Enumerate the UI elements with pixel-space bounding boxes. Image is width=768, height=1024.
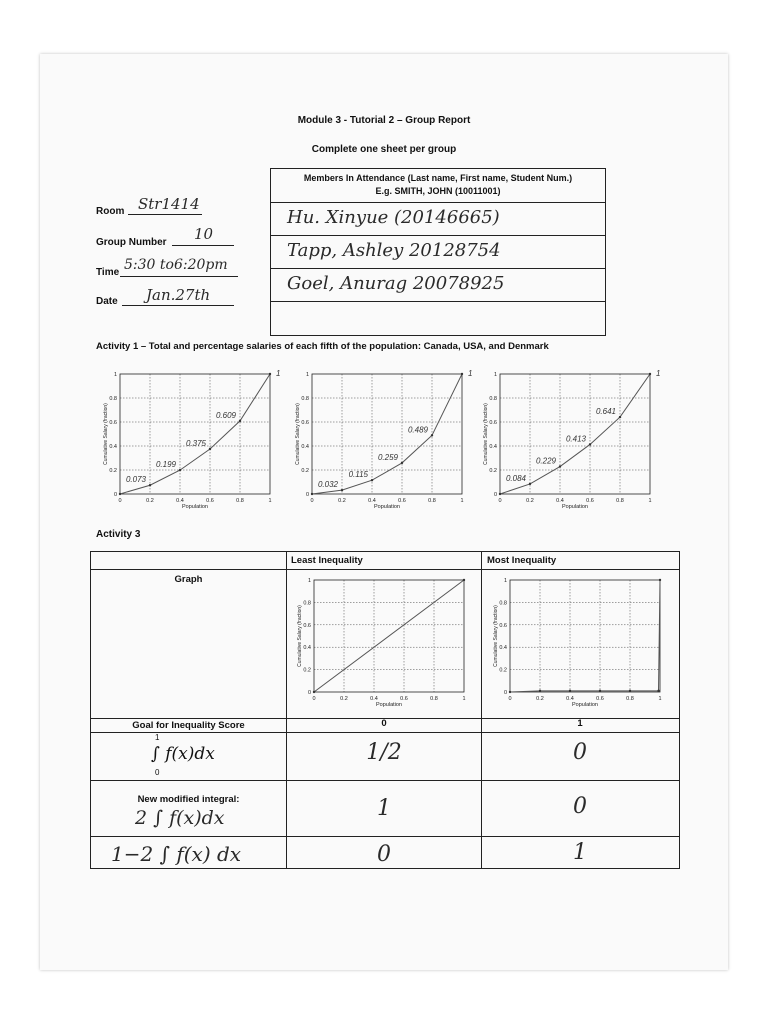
y-axis-label: Cumulative Salary (fraction) xyxy=(103,403,109,465)
data-point xyxy=(431,434,433,436)
x-tick-label: 0.2 xyxy=(526,498,534,504)
y-tick-label: 1 xyxy=(307,578,311,584)
x-tick-label: 0.2 xyxy=(338,498,346,504)
activity1-title: Activity 1 – Total and percentage salaries of each fifth of the population: Canada, USA, and Denmark xyxy=(96,341,549,352)
x-axis-label: Population xyxy=(374,504,400,510)
x-tick-label: 0.2 xyxy=(340,696,348,702)
point-value-label: 0.375 xyxy=(185,439,206,448)
x-tick-label: 0.6 xyxy=(398,498,406,504)
point-value-label: 0.115 xyxy=(348,470,368,480)
final-most-value: 1 xyxy=(573,840,587,865)
data-point xyxy=(239,420,241,422)
data-point xyxy=(371,479,373,481)
data-point xyxy=(401,462,403,464)
x-tick-label: 0 xyxy=(310,498,314,504)
data-point xyxy=(311,493,313,495)
y-tick-label: 1 xyxy=(305,372,309,378)
data-point xyxy=(463,579,465,581)
point-value-label: 0.199 xyxy=(155,460,176,470)
data-point xyxy=(619,416,621,418)
x-axis-label: Population xyxy=(376,702,402,708)
series-line xyxy=(314,580,464,692)
x-tick-label: 0.2 xyxy=(146,498,154,504)
y-tick-label: 0.2 xyxy=(489,468,497,474)
data-point xyxy=(119,493,121,495)
final-expression: 1−2 ∫ f(x) dx xyxy=(111,842,242,866)
y-tick-label: 0.2 xyxy=(109,468,117,474)
y-tick-label: 0 xyxy=(305,492,309,498)
point-value-label: 0.413 xyxy=(565,434,586,444)
date-value: Jan.27th xyxy=(146,286,211,304)
data-point xyxy=(269,373,271,375)
col-header-most: Most Inequality xyxy=(487,555,557,566)
data-point xyxy=(569,690,571,692)
lorenz-chart-denmark xyxy=(478,366,661,516)
data-point xyxy=(461,373,463,375)
point-value-label: 1 xyxy=(656,369,661,378)
table-divider xyxy=(91,836,679,837)
point-value-label: 0.073 xyxy=(125,475,146,485)
date-underline xyxy=(122,305,234,306)
point-value-label: 0.609 xyxy=(215,410,236,420)
y-tick-label: 0.2 xyxy=(301,468,309,474)
row-label-goal: Goal for Inequality Score xyxy=(132,720,245,731)
table-divider xyxy=(91,569,679,570)
y-tick-label: 0.6 xyxy=(489,420,497,426)
x-tick-label: 0.6 xyxy=(206,498,214,504)
modified-integral-expression: 2 ∫ f(x)dx xyxy=(135,807,225,829)
col-header-least: Least Inequality xyxy=(291,555,363,566)
plot-frame xyxy=(510,580,660,692)
data-point xyxy=(559,465,561,467)
point-value-label: 0.259 xyxy=(377,452,398,462)
x-tick-label: 0.6 xyxy=(400,696,408,702)
data-point xyxy=(149,484,151,486)
data-point xyxy=(179,469,181,471)
table-divider xyxy=(481,552,482,868)
integral-least-value: 1/2 xyxy=(366,740,402,765)
x-tick-label: 0.2 xyxy=(536,696,544,702)
data-point xyxy=(629,690,631,692)
point-value-label: 0.229 xyxy=(535,456,556,466)
members-header xyxy=(271,169,605,203)
x-tick-label: 1 xyxy=(648,498,652,504)
y-tick-label: 0.4 xyxy=(303,645,311,652)
point-value-label: 0.032 xyxy=(317,480,338,490)
y-tick-label: 0.8 xyxy=(303,600,311,607)
point-value-label: 0.641 xyxy=(595,407,616,417)
y-tick-label: 0.8 xyxy=(499,600,507,607)
data-point xyxy=(509,691,511,693)
y-tick-label: 0.4 xyxy=(499,645,507,652)
x-tick-label: 0.8 xyxy=(616,498,624,504)
x-tick-label: 0 xyxy=(312,696,316,702)
integral-expression: ∫ f(x)dx xyxy=(151,744,215,764)
x-tick-label: 0.8 xyxy=(626,696,634,702)
plot-frame xyxy=(312,374,462,494)
goal-most: 1 xyxy=(577,718,583,729)
y-tick-label: 0.4 xyxy=(489,444,497,450)
y-axis-label: Cumulative Salary (fraction) xyxy=(297,605,303,667)
time-value: 5:30 to6:20pm xyxy=(124,257,228,273)
members-header-line2: E.g. SMITH, JOHN (10011001) xyxy=(375,186,501,196)
x-tick-label: 0 xyxy=(508,696,512,702)
row-label-graph: Graph xyxy=(174,574,203,585)
x-tick-label: 0.8 xyxy=(428,498,436,504)
y-tick-label: 1 xyxy=(503,578,507,584)
y-tick-label: 0.4 xyxy=(109,444,117,450)
group-number-label: Group Number xyxy=(96,237,167,248)
member-name: Hu. Xinyue (20146665) xyxy=(287,207,500,228)
x-tick-label: 1 xyxy=(460,498,464,504)
x-axis-label: Population xyxy=(182,504,208,510)
y-axis-label: Cumulative Salary (fraction) xyxy=(483,403,489,465)
member-name: Goel, Anurag 20078925 xyxy=(287,273,505,294)
integral-most-value: 0 xyxy=(573,740,587,765)
room-value: Str1414 xyxy=(138,195,200,213)
y-tick-label: 0.4 xyxy=(301,444,309,450)
modified-most-value: 0 xyxy=(573,794,587,819)
x-tick-label: 0 xyxy=(498,498,502,504)
most-inequality-chart xyxy=(488,572,668,714)
y-axis-label: Cumulative Salary (fraction) xyxy=(295,403,301,465)
x-tick-label: 0.4 xyxy=(566,696,574,702)
time-label: Time xyxy=(96,267,120,278)
y-tick-label: 0 xyxy=(493,492,497,498)
point-value-label: 1 xyxy=(276,369,281,378)
x-tick-label: 1 xyxy=(268,498,272,504)
page-title: Module 3 - Tutorial 2 – Group Report xyxy=(297,115,471,126)
members-header-line1: Members In Attendance (Last name, First name, Student Num.) xyxy=(303,173,573,183)
date-label: Date xyxy=(96,296,118,307)
data-point xyxy=(499,493,501,495)
data-point xyxy=(313,691,315,693)
y-tick-label: 0.8 xyxy=(301,396,309,402)
series-line xyxy=(510,580,660,692)
x-tick-label: 0.4 xyxy=(176,498,184,504)
data-point xyxy=(599,690,601,692)
time-underline xyxy=(120,276,238,277)
x-tick-label: 0.4 xyxy=(556,498,564,504)
y-tick-label: 0 xyxy=(113,492,117,498)
y-tick-label: 0.6 xyxy=(301,420,309,426)
y-tick-label: 0.2 xyxy=(303,667,311,674)
y-tick-label: 0.8 xyxy=(109,396,117,402)
group-number-value: 10 xyxy=(194,225,214,243)
y-tick-label: 0.6 xyxy=(303,622,311,629)
table-divider xyxy=(91,732,679,733)
x-tick-label: 0 xyxy=(118,498,122,504)
y-tick-label: 0.6 xyxy=(109,420,117,426)
group-underline xyxy=(172,245,234,246)
y-tick-label: 0.2 xyxy=(499,667,507,674)
row-label-modified: New modified integral: xyxy=(137,794,240,805)
data-point xyxy=(589,443,591,445)
lorenz-chart-canada xyxy=(98,366,281,516)
data-point xyxy=(539,690,541,692)
y-tick-label: 0 xyxy=(503,690,507,696)
goal-least: 0 xyxy=(381,718,387,729)
activity3-title: Activity 3 xyxy=(96,529,141,540)
x-tick-label: 0.8 xyxy=(430,696,438,702)
point-value-label: 0.489 xyxy=(407,425,428,435)
y-axis-label: Cumulative Salary (fraction) xyxy=(493,605,499,667)
data-point xyxy=(659,579,661,581)
data-point xyxy=(209,448,211,450)
member-name: Tapp, Ashley 20128754 xyxy=(287,240,501,261)
y-tick-label: 0.6 xyxy=(499,622,507,629)
least-inequality-chart xyxy=(292,572,472,714)
point-value-label: 0.084 xyxy=(505,473,526,483)
data-point xyxy=(529,483,531,485)
x-tick-label: 0.4 xyxy=(368,498,376,504)
final-least-value: 0 xyxy=(377,842,391,867)
x-axis-label: Population xyxy=(572,702,598,708)
room-label: Room xyxy=(96,206,125,217)
x-tick-label: 0.8 xyxy=(236,498,244,504)
x-axis-label: Population xyxy=(562,504,588,510)
members-table xyxy=(270,168,606,336)
member-row xyxy=(271,203,605,236)
data-point xyxy=(657,690,659,692)
integral-lower-limit: 0 xyxy=(155,768,160,777)
modified-least-value: 1 xyxy=(377,796,391,821)
y-tick-label: 0.8 xyxy=(489,396,497,402)
x-tick-label: 1 xyxy=(658,696,662,702)
member-row xyxy=(271,269,605,302)
x-tick-label: 0.6 xyxy=(596,696,604,702)
data-point xyxy=(649,373,651,375)
data-point xyxy=(341,489,343,491)
lorenz-chart-usa xyxy=(290,366,473,516)
x-tick-label: 0.6 xyxy=(586,498,594,504)
point-value-label: 1 xyxy=(468,369,473,378)
x-tick-label: 0.4 xyxy=(370,696,378,702)
member-row xyxy=(271,302,605,335)
y-tick-label: 1 xyxy=(113,372,117,378)
x-tick-label: 1 xyxy=(462,696,466,702)
integral-upper-limit: 1 xyxy=(155,733,160,742)
page-subtitle: Complete one sheet per group xyxy=(311,144,457,155)
y-tick-label: 0 xyxy=(307,690,311,696)
series-line xyxy=(312,374,462,494)
room-underline xyxy=(128,214,202,215)
table-divider xyxy=(91,780,679,781)
member-row xyxy=(271,236,605,269)
y-tick-label: 1 xyxy=(493,372,497,378)
